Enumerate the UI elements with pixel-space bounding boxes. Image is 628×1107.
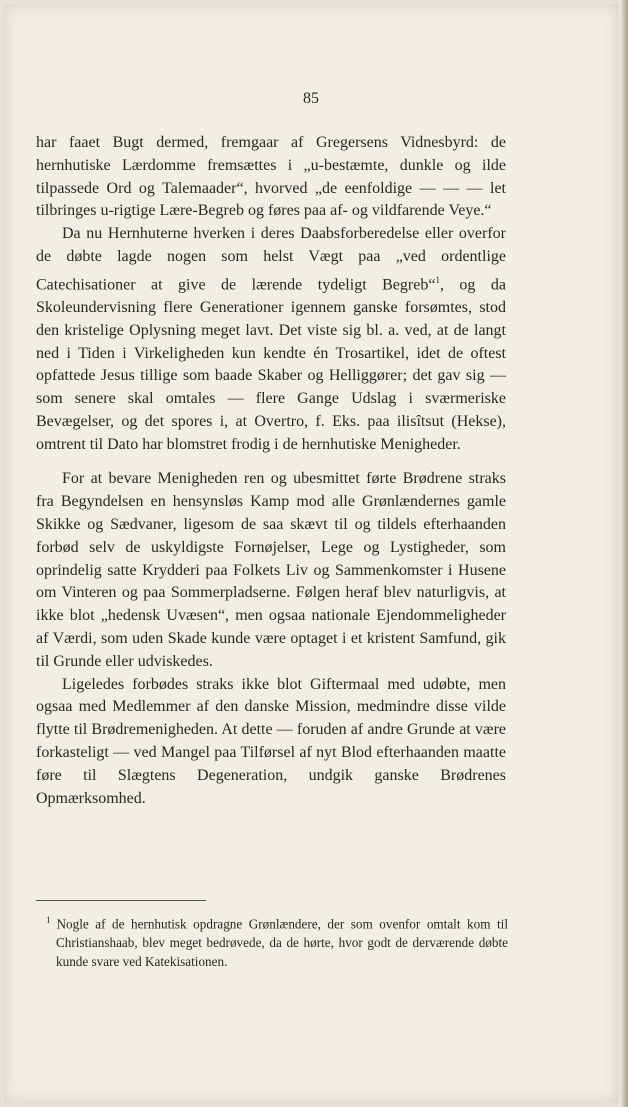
- paragraph-2-text-before: Da nu Hernhuterne hverken i deres Daabsforberedelse eller overfor de døbte lagde nogen som helst Vægt paa „ved ordentlige Catechisationer at give de lærende tydeligt Begreb“: [36, 225, 506, 294]
- body-text: [36, 132, 506, 810]
- paragraph-2-text-after: , og da Skoleundervisning flere Generationer igennem ganske forsømtes, stod den kristelige Oplysning meget lavt. Det viste sig bl. a. ved, at de langt ned i Tiden i Virkeligheden kun kendte én Trosartikel, idet de oftest opfattede Jesus tillige som baade Skaber og Helliggører; det gav sig — som senere skal omtales — flere Gange Udslag i sværmeriske Bevægelser, og det spores i, at Overtro, f. Eks. paa ilisîtsut (Hekse), omtrent til Dato har blomstret frodig i de hernhutiske Menigheder.: [36, 276, 506, 453]
- page-number: 85: [303, 90, 319, 107]
- book-page: [4, 4, 618, 1103]
- paragraph-4: Ligeledes forbødes straks ikke blot Giftermaal med udøbte, men ogsaa med Medlemmer af den danske Mission, medmindre disse vilde flytte til Brødremenigheden. At dette — foruden af andre Grunde at være forkasteligt — ved Mangel paa Tilførsel af nyt Blod efterhaanden maatte føre til Slægtens Degeneration, undgik ganske Brødrenes Opmærksomhed.: [36, 675, 506, 807]
- footnote-marker: 1: [46, 915, 51, 925]
- footnote-text: Nogle af de hernhutisk opdragne Grønlændere, der som ovenfor omtalt kom til Christianshaab, blev meget bedrøvede, da de hørte, hvor godt de derværende døbte kunde svare ved Katekisationen.: [56, 916, 508, 969]
- footnote: [46, 911, 508, 972]
- footnote-reference: 1: [435, 274, 440, 285]
- paragraph-3: For at bevare Menigheden ren og ubesmittet førte Brødrene straks fra Begyndelsen en hensynsløs Kamp mod alle Grønlændernes gamle Skikke og Sædvaner, ligesom de saa skævt til og tildels efterhaanden forbød selv de uskyldigste Fornøjelser, Lege og Lystigheder, som oprindelig satte Krydderi paa Folkets Liv og Sammenkomster i Husene om Vinteren og paa Sommerpladserne. Følgen heraf blev naturligvis, at ikke blot „hedensk Uvæsen“, men ogsaa nationale Ejendommeligheder af Værdi, som uden Skade kunde være optaget i et kristent Samfund, gik til Grunde eller udviskedes.: [36, 470, 506, 670]
- paragraph-2: [36, 223, 506, 456]
- footnote-divider: [36, 900, 206, 901]
- page-edge: [622, 0, 628, 1107]
- paragraph-1: har faaet Bugt dermed, fremgaar af Gregersens Vidnesbyrd: de hernhutiske Lærdomme fremsættes i „u-bestæmte, dunkle og ilde tilpassede Ord og Talemaader“, hvorved „de eenfoldige — — — let tilbringes u-rigtige Lære-Begreb og føres paa af- og vildfarende Veye.“: [36, 134, 506, 220]
